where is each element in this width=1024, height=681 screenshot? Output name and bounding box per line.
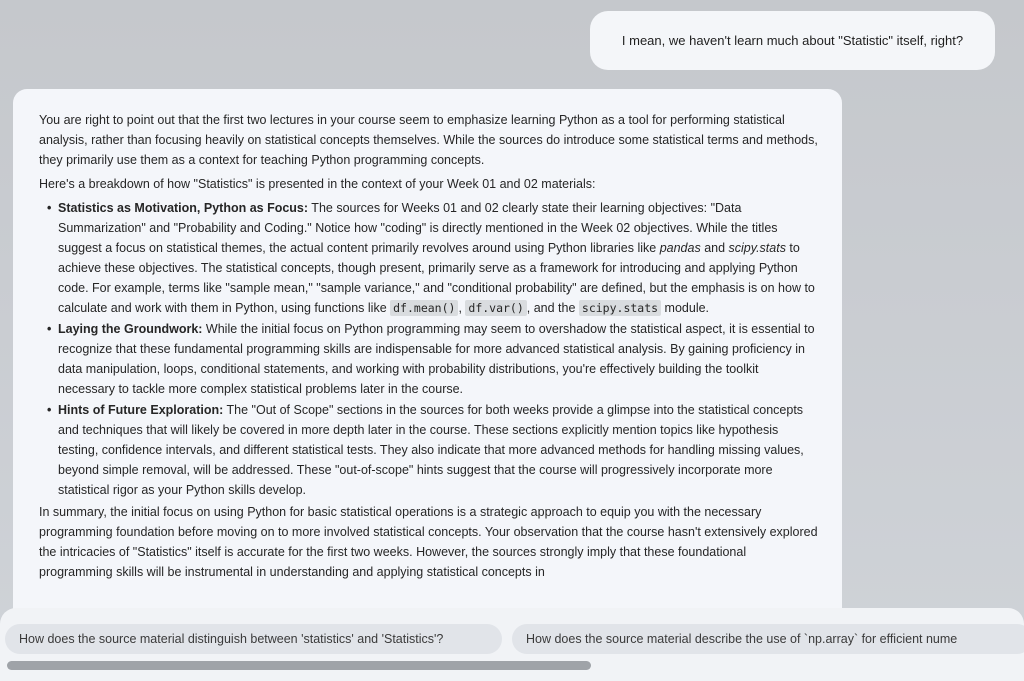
- bullet-dot: •: [47, 201, 52, 215]
- bullet-text: While the initial focus on Python programming may seem to overshadow the statistical aspect, it is essential to recognize that these fundamental programming skills are indispensable for more advanced statistical analysis. By gaining proficiency in data manipulation, loops, conditional statements, and working with probability distributions, you're effectively building the toolkit necessary to tackle more complex statistical problems later in the course.: [58, 322, 815, 396]
- bullet-text: to achieve these objectives. The statistical concepts, though present, primarily serve as a framework for introducing and applying Python code. For example, terms like "sample mean," "sample variance," and "conditional probability" are defined, but the emphasis is on how to calculate and work with them in Python, using functions like: [58, 241, 815, 315]
- horizontal-scrollbar[interactable]: [0, 658, 1024, 672]
- bullet-text: The sources for Weeks 01 and 02 clearly state their learning objectives: "Data Summarization" and "Probability and Coding." Notice how "coding" is directly mentioned in the Week 02 objectives. While the titles suggest a focus on statistical themes, the actual content primarily revolves around using Python libraries like: [58, 201, 778, 255]
- suggestion-chip[interactable]: How does the source material describe the use of `np.array` for efficient nume: [512, 624, 1024, 654]
- bullet-text: ,: [458, 301, 466, 315]
- user-message-text: I mean, we haven't learn much about "Statistic" itself, right?: [621, 33, 964, 48]
- assistant-reply-card: [13, 89, 842, 681]
- suggestion-chip[interactable]: How does the source material distinguish between 'statistics' and 'Statistics'?: [5, 624, 502, 654]
- user-message-bubble: [590, 11, 995, 70]
- inline-code: scipy.stats: [579, 300, 661, 316]
- bullet-item: [47, 400, 818, 500]
- bullet-item: [47, 198, 818, 318]
- bullet-title: Statistics as Motivation, Python as Focus:: [58, 201, 309, 215]
- bullet-title: Hints of Future Exploration:: [58, 403, 224, 417]
- reply-paragraph-breakdown: Here's a breakdown of how "Statistics" is presented in the context of your Week 01 and 02 materials:: [39, 177, 596, 191]
- reply-paragraph-intro: You are right to point out that the first two lectures in your course seem to emphasize learning Python as a tool for performing statistical analysis, rather than focusing heavily on statistical concepts themselves. While the sources do introduce some statistical terms and methods, they primarily use them as a context for teaching Python programming concepts.: [39, 113, 818, 167]
- bullet-text: and: [700, 241, 729, 255]
- italic-term: scipy.stats: [728, 241, 786, 255]
- reply-paragraph-summary: In summary, the initial focus on using Python for basic statistical operations is a strategic approach to equip you with the necessary programming foundation before moving on to more involved statistical concepts. Your observation that the course hasn't extensively explored the intricacies of "Statistics" itself is accurate for the first two weeks. However, the sources strongly imply that these foundational programming skills will be instrumental in understanding and applying statistical concepts in: [39, 505, 818, 579]
- bullet-text: The "Out of Scope" sections in the sources for both weeks provide a glimpse into the statistical concepts and techniques that will likely be covered in more depth later in the course. These sections explicitly mention topics like hypothesis testing, confidence intervals, and different statistical tests. They also indicate that more advanced methods for handling missing values, beyond simple removal, will be addressed. These "out-of-scope" hints suggest that the course will progressively incorporate more statistical rigor as your Python skills develop.: [58, 403, 804, 497]
- bullet-text: , and the: [526, 301, 579, 315]
- bullet-item: [47, 319, 818, 399]
- suggestion-bar: [0, 608, 1024, 681]
- bullet-title: Laying the Groundwork:: [58, 322, 203, 336]
- reply-bullet-list: [39, 198, 818, 500]
- bullet-text: module.: [661, 301, 710, 315]
- scrollbar-thumb[interactable]: [7, 661, 591, 670]
- inline-code: df.mean(): [390, 300, 458, 316]
- italic-term: pandas: [659, 241, 701, 255]
- inline-code: df.var(): [465, 300, 526, 316]
- bullet-dot: •: [47, 322, 52, 336]
- bullet-dot: •: [47, 403, 52, 417]
